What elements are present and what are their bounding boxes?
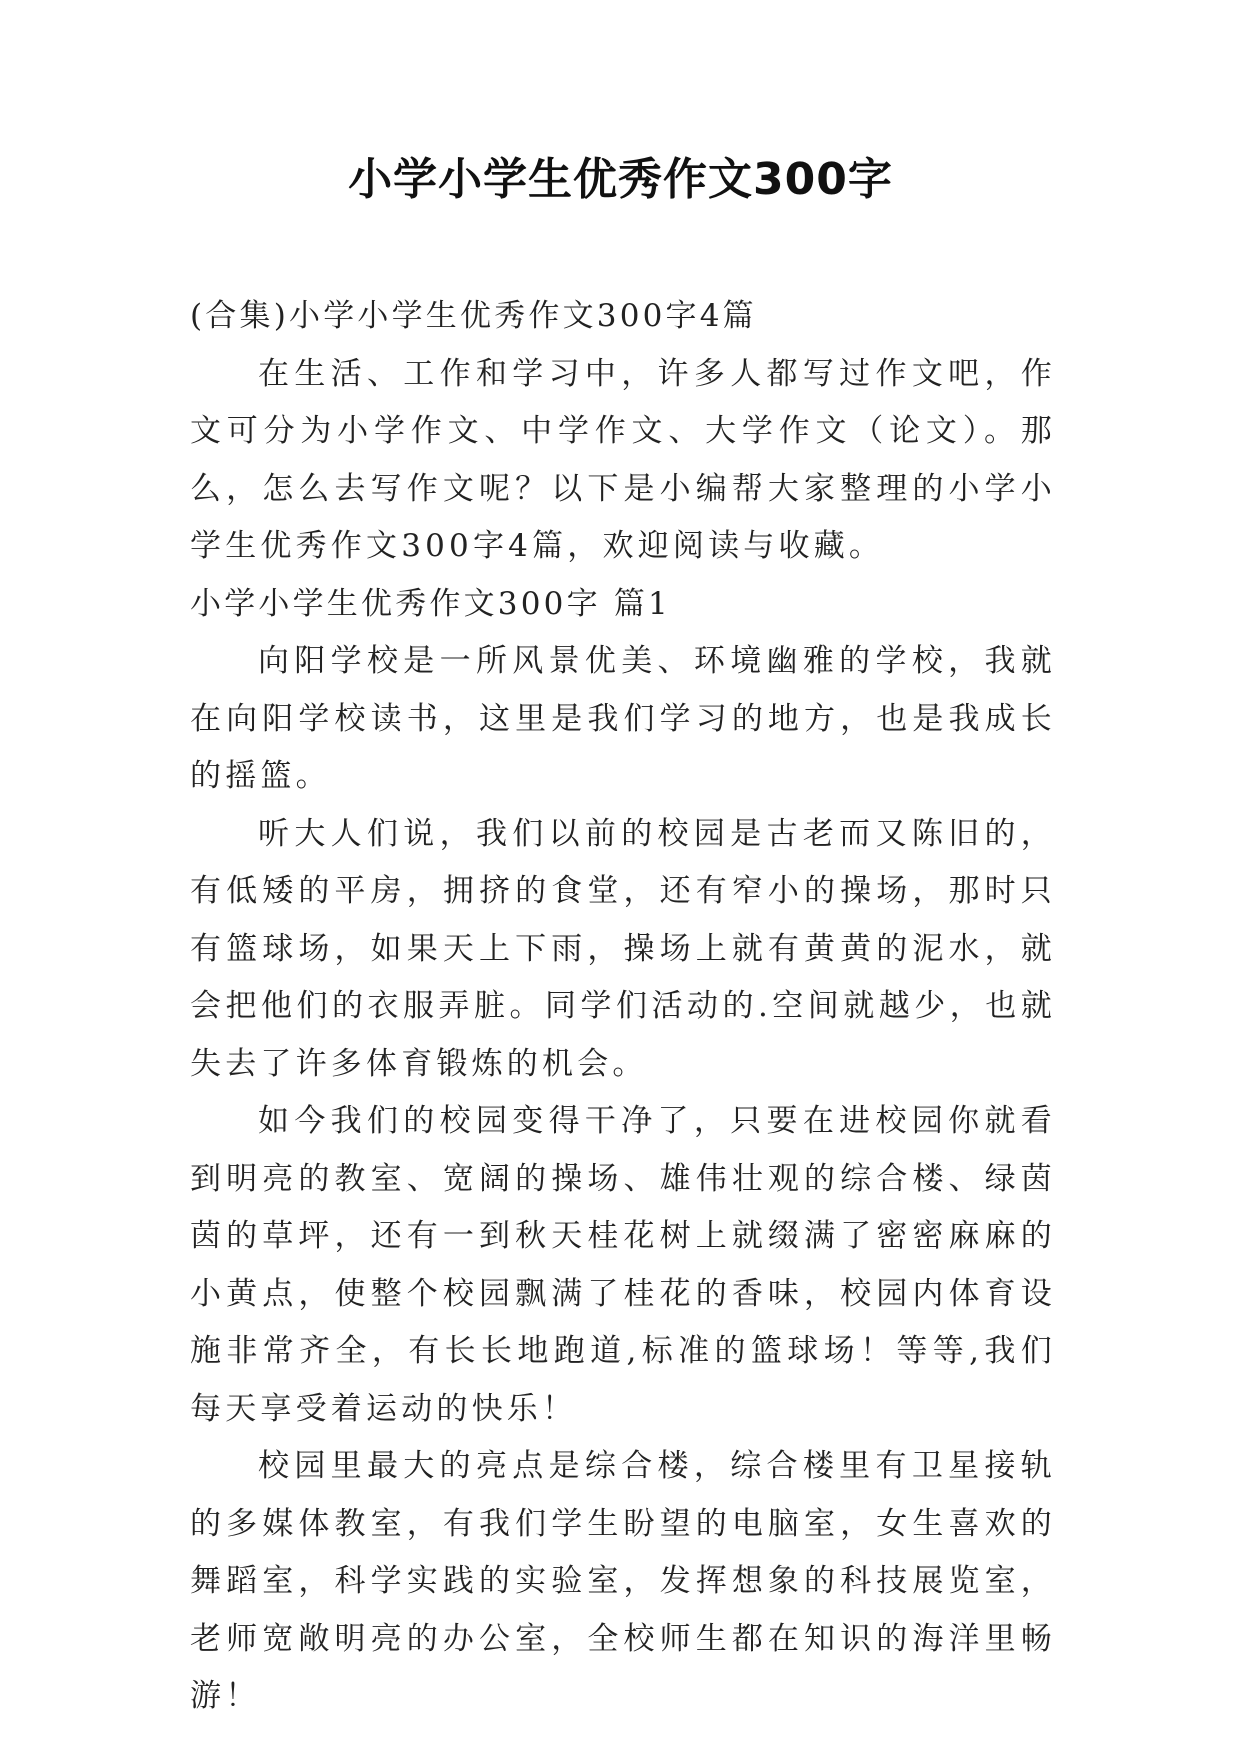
essay-1-paragraph-4: 校园里最大的亮点是综合楼，综合楼里有卫星接轨的多媒体教室，有我们学生盼望的电脑室，女生喜欢的舞蹈室，科学实践的实验室，发挥想象的科技展览室，老师宽敞明亮的办公室，全校师生都在知识的海洋里畅游！ (190, 1448, 1056, 1714)
document-body (190, 288, 1056, 1726)
essay-1-heading: 小学小学生优秀作文300字 篇1 (190, 585, 671, 622)
essay-1-paragraph-1: 向阳学校是一所风景优美、环境幽雅的学校，我就在向阳学校读书，这里是我们学习的地方，也是我成长的摇篮。 (190, 643, 1056, 794)
intro-paragraph: 在生活、工作和学习中，许多人都写过作文吧，作文可分为小学作文、中学作文、大学作文（论文）。那么，怎么去写作文呢？以下是小编帮大家整理的小学小学生优秀作文300字4篇，欢迎阅读与收藏。 (190, 355, 1056, 564)
essay-1-paragraph-2: 听大人们说，我们以前的校园是古老而又陈旧的，有低矮的平房，拥挤的食堂，还有窄小的操场，那时只有篮球场，如果天上下雨，操场上就有黄黄的泥水，就会把他们的衣服弄脏。同学们活动的.空间就越少，也就失去了许多体育锻炼的机会。 (190, 815, 1056, 1082)
document-title: 小学小学生优秀作文300字 (348, 154, 893, 205)
collection-heading: (合集)小学小学生优秀作文300字4篇 (190, 298, 757, 334)
essay-1-paragraph-3: 如今我们的校园变得干净了，只要在进校园你就看到明亮的教室、宽阔的操场、雄伟壮观的综合楼、绿茵茵的草坪，还有一到秋天桂花树上就缀满了密密麻麻的小黄点，使整个校园飘满了桂花的香味，校园内体育设施非常齐全，有长长地跑道,标准的篮球场！等等,我们每天享受着运动的快乐！ (190, 1103, 1056, 1427)
